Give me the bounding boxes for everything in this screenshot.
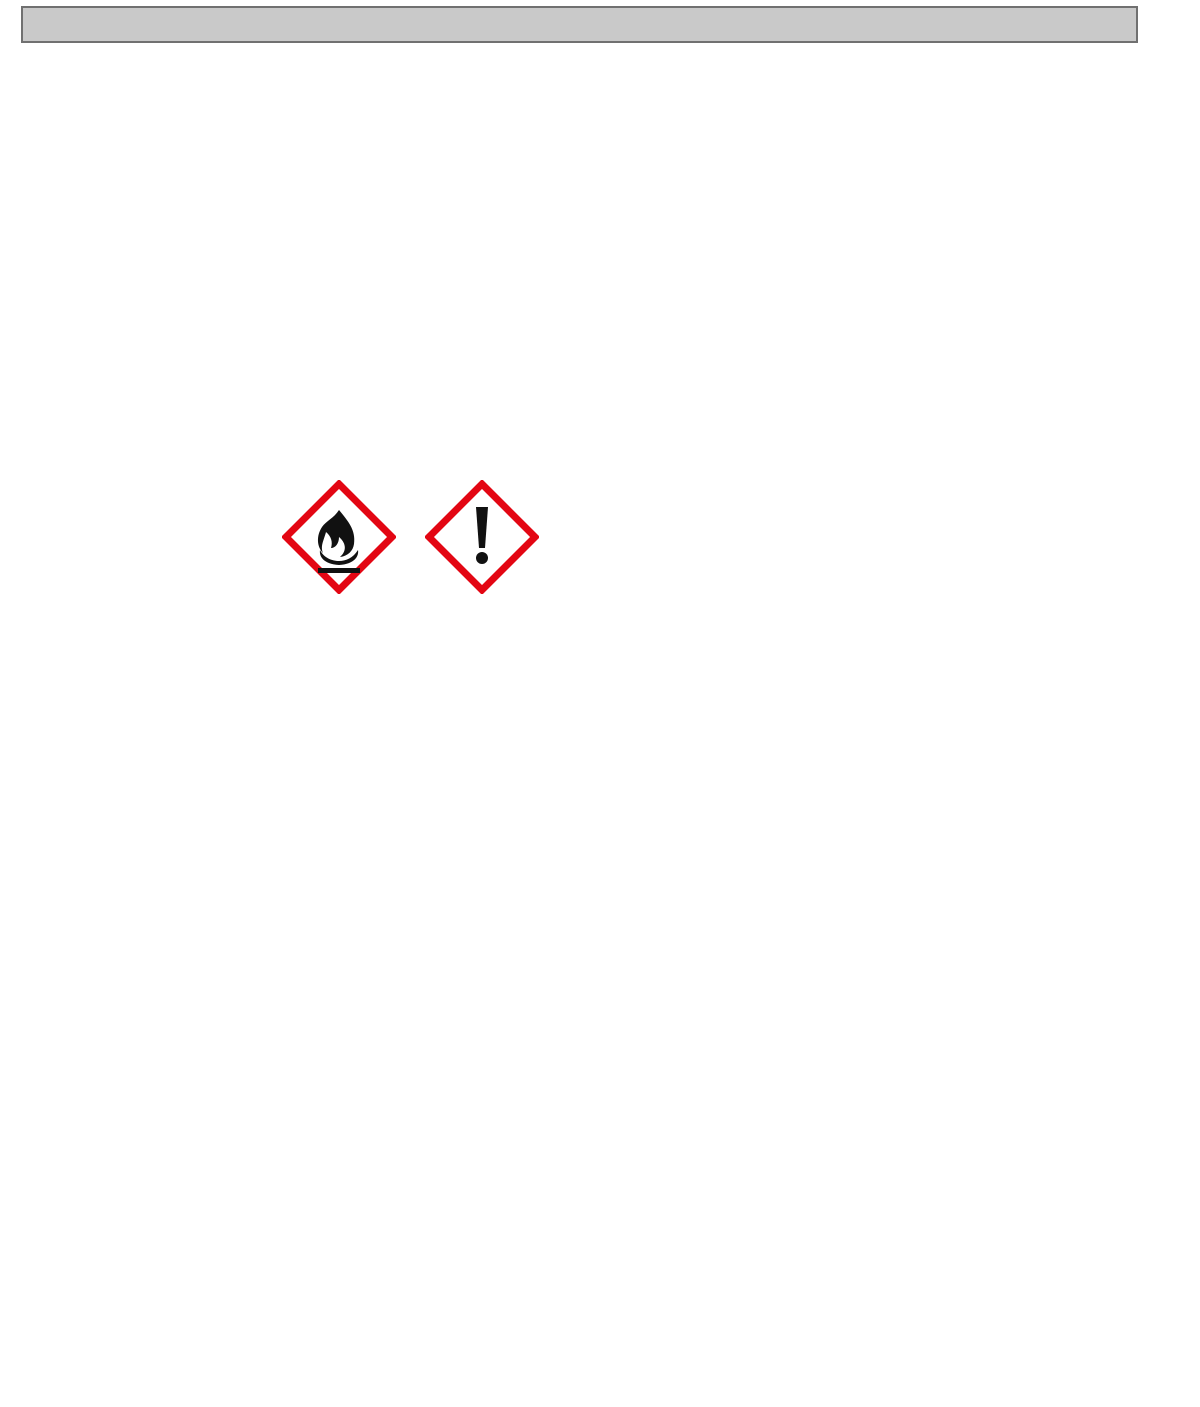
section-header-bar: [21, 6, 1138, 43]
exclamation-pictogram-icon: [425, 480, 539, 594]
flame-pictogram-icon: [282, 480, 396, 594]
